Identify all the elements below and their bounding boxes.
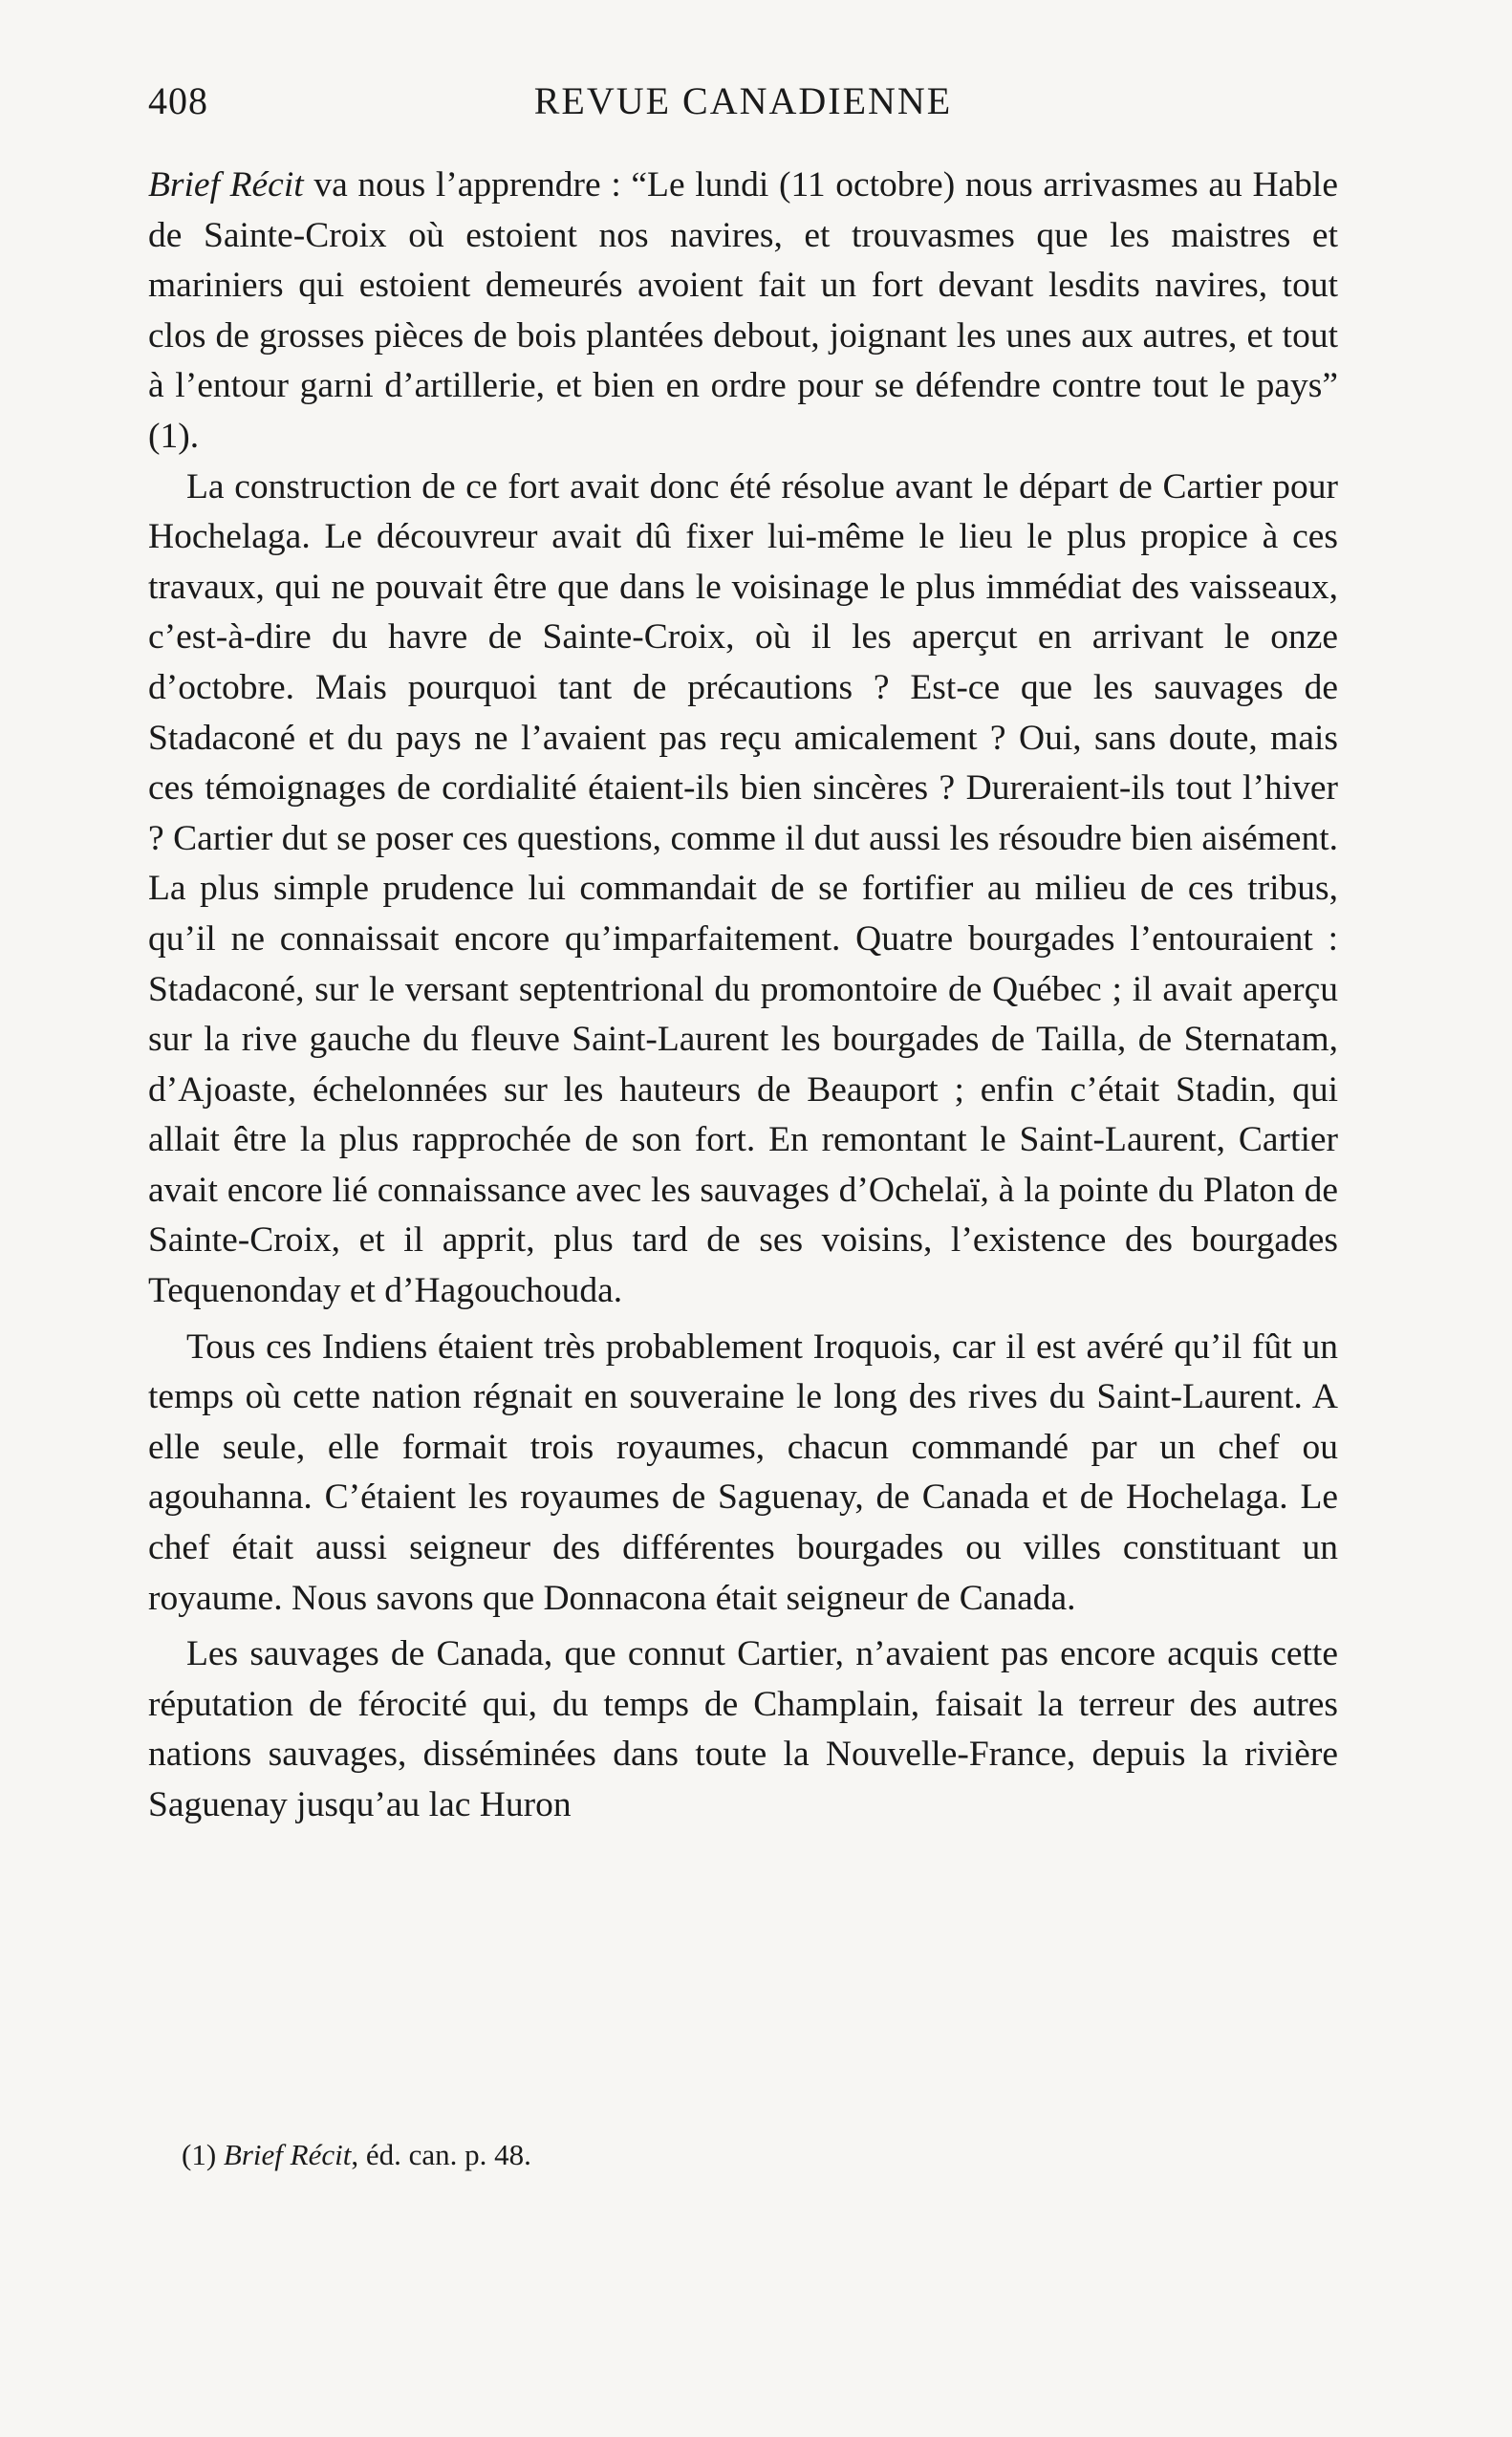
footnote — [182, 2136, 1309, 2174]
page-number: 408 — [148, 79, 208, 122]
paragraph-4: Les sauvages de Canada, que connut Cartier, n’avaient pas encore acquis cette réputation de férocité qui, du temps de Champlain, faisait la terreur des autres nations sauvages, disséminées dans toute la Nouvelle-France, depuis la rivière Saguenay jusqu’au lac Huron — [148, 1634, 1338, 1824]
paragraph-1 — [148, 161, 1338, 463]
footnote-text: , éd. can. p. 48. — [351, 2138, 531, 2171]
footnote-marker: (1) — [182, 2138, 224, 2171]
paragraph-2: La construction de ce fort avait donc été résolue avant le départ de Cartier pour Hochelaga. Le découvreur avait dû fixer lui-même le lieu le plus propice à ces travaux, qui ne pouvait être que dans le voisinage le plus immédiat des vaisseaux, c’est-à-dire du havre de Sainte-Croix, où il les aperçut en arrivant le onze d’octobre. Mais pourquoi tant de précautions ? Est-ce que les sauvages de Stadaconé et du pays ne l’avaient pas reçu amicalement ? Oui, sans doute, mais ces témoignages de cordialité étaient-ils bien sincères ? Dureraient-ils tout l’hiver ? Cartier dut se poser ces questions, comme il dut aussi les résoudre bien aisément. La plus simple prudence lui commandait de se fortifier au milieu de ces tribus, qu’il ne connaissait encore qu’imparfaitement. Quatre bourgades l’entouraient : Stadaconé, sur le versant septentrional du promontoire de Québec ; il avait aperçu sur la rive gauche du fleuve Saint-Laurent les bourgades de Tailla, de Sternatam, d’Ajoaste, échelonnées sur les hauteurs de Beauport ; enfin c’était Stadin, qui allait être la plus rapprochée de son fort. En remontant le Saint-Laurent, Cartier avait encore lié connaissance avec les sauvages d’Ochelaï, à la pointe du Platon de Sainte-Croix, et il apprit, plus tard de ses voisins, l’existence des bourgades Tequenonday et d’Hagouchouda. — [148, 466, 1338, 1311]
paragraph-3: Tous ces Indiens étaient très probablement Iroquois, car il est avéré qu’il fût un temps où cette nation régnait en souveraine le long des rives du Saint-Laurent. A elle seule, elle formait trois royaumes, chacun commandé par un chef ou agouhanna. C’étaient les royaumes de Saguenay, de Canada et de Hochelaga. Le chef était aussi seigneur des différentes bourgades ou villes constituant un royaume. Nous savons que Donnacona était seigneur de Canada. — [148, 1326, 1338, 1618]
running-title: REVUE CANADIENNE — [533, 79, 953, 122]
paragraph-1-text: va nous l’apprendre : “Le lundi (11 octobre) nous arrivasmes au Hable de Sainte-Croix où estoient nos navires, et trouvasmes que les maistres et mariniers qui estoient demeurés avoient fait un fort devant lesdits navires, tout clos de grosses pièces de bois plantées debout, joignant les unes aux autres, et tout à l’entour garni d’artillerie, et bien en ordre pour se défendre contre tout le pays” (1). — [148, 165, 1338, 456]
page-header — [148, 78, 1338, 136]
body-text — [148, 161, 1338, 1831]
footnote-title: Brief Récit — [223, 2138, 352, 2171]
paragraph-1-title: Brief Récit — [148, 165, 304, 205]
